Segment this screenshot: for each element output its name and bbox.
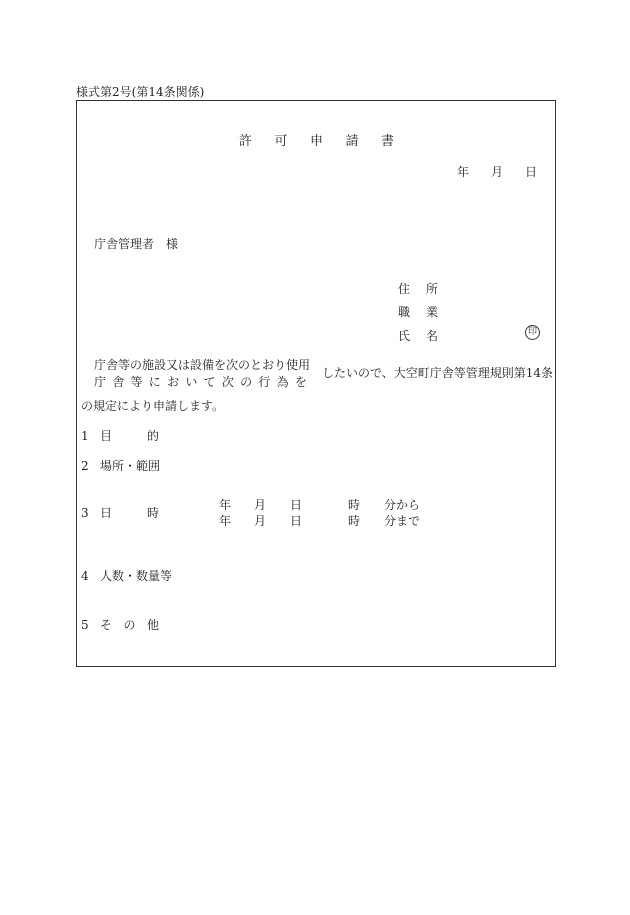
seal-mark: 印	[525, 325, 540, 340]
date-year: 年	[457, 165, 470, 179]
item-number: 4	[81, 569, 89, 583]
item-label-location: 場所・範囲	[100, 459, 161, 473]
item-label-char: 日	[100, 506, 113, 520]
from-minute: 分から	[384, 498, 421, 512]
occupation-label-char: 職	[398, 305, 411, 319]
item-label-char: そ	[100, 618, 113, 632]
body-ending: の規定により申請します。	[81, 399, 225, 413]
from-day: 日	[290, 498, 303, 512]
date-month: 月	[490, 165, 503, 179]
date-line	[457, 166, 537, 178]
body-char: に	[148, 375, 161, 389]
item-label-char: 的	[146, 429, 159, 443]
to-minute: 分まで	[384, 514, 421, 528]
to-hour: 時	[348, 514, 361, 528]
item-label-char: 他	[146, 618, 159, 632]
addressee-name: 庁舎管理者	[94, 237, 155, 251]
body-char: 舎	[112, 375, 125, 389]
body-char: 庁	[94, 375, 107, 389]
document-title	[239, 135, 394, 148]
item-label-datetime	[100, 507, 159, 519]
title-char: 書	[380, 134, 394, 149]
body-option-use: 庁舎等の施設又は設備を次のとおり使用	[94, 358, 311, 372]
body-char: い	[185, 375, 198, 389]
title-char: 可	[274, 134, 288, 149]
item-label-quantity: 人数・数量等	[100, 569, 173, 583]
item-number: 5	[81, 618, 89, 632]
title-char: 許	[239, 134, 253, 149]
item-number: 1	[81, 429, 89, 443]
body-option-act	[94, 376, 307, 388]
body-char: 次	[221, 375, 234, 389]
address-label	[398, 283, 438, 295]
name-label-char: 名	[425, 329, 438, 343]
addressee-honorific: 様	[166, 237, 179, 251]
body-char: の	[240, 375, 253, 389]
address-label-char: 所	[425, 282, 438, 296]
form-number-label: 様式第2号(第14条関係)	[76, 85, 205, 99]
from-year: 年	[219, 498, 232, 512]
date-day: 日	[524, 165, 537, 179]
body-char: て	[203, 375, 216, 389]
body-char: お	[167, 375, 180, 389]
item-label-char: の	[123, 618, 136, 632]
body-char: 行	[258, 375, 271, 389]
to-day: 日	[290, 514, 303, 528]
title-char: 請	[345, 134, 359, 149]
occupation-label-char: 業	[425, 305, 438, 319]
item-label-char: 時	[146, 506, 159, 520]
to-month: 月	[254, 514, 267, 528]
occupation-label	[398, 306, 438, 318]
address-label-char: 住	[398, 282, 411, 296]
title-char: 申	[309, 134, 323, 149]
to-year: 年	[219, 514, 232, 528]
from-hour: 時	[348, 498, 361, 512]
body-char: を	[294, 375, 307, 389]
body-char: 為	[276, 375, 289, 389]
item-number: 3	[81, 506, 89, 520]
name-label-char: 氏	[398, 329, 411, 343]
item-number: 2	[81, 459, 89, 473]
item-label-char: 目	[100, 429, 113, 443]
name-label	[398, 330, 438, 342]
item-label-purpose	[100, 430, 159, 442]
body-continuation: したいので、大空町庁舎等管理規則第14条	[322, 366, 554, 380]
addressee	[94, 238, 178, 250]
item-label-other	[100, 619, 159, 631]
from-month: 月	[254, 498, 267, 512]
body-char: 等	[130, 375, 143, 389]
